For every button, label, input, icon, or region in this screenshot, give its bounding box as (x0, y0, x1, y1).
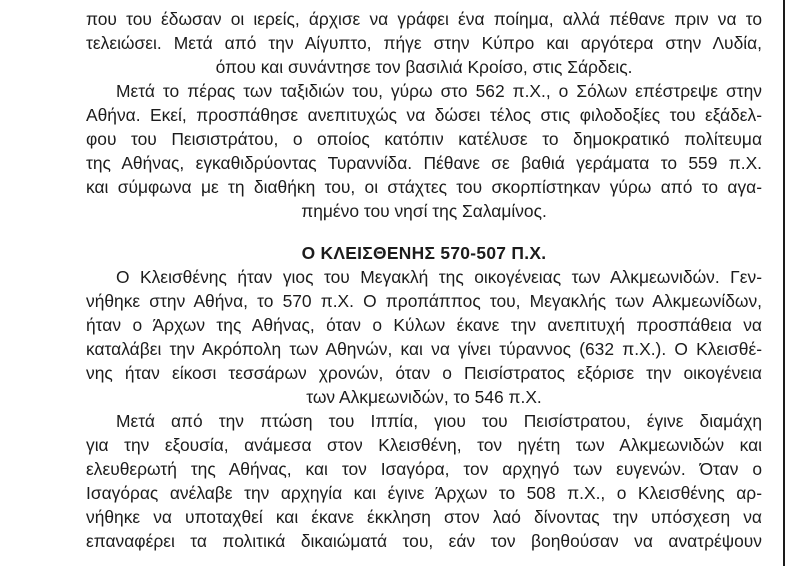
text-line: φου του Πεισιστράτου, ο οποίος κατόπιν κατέλυσε το δημοκρατικό πολίτευμα (86, 129, 762, 149)
text-line: νης ήταν είκοσι τεσσάρων χρονών, όταν ο Πεισίστρατος εξόρισε την οικογένεια (86, 363, 762, 383)
text-line: νήθηκε να υποταχθεί και έκανε έκκληση στον λαό δίνοντας την υπόσχεση να (86, 507, 762, 527)
paragraph-3 (86, 265, 762, 409)
paragraph-1 (86, 7, 762, 79)
page-edge-rule (783, 0, 785, 566)
text-line: Μετά από την πτώση του Ιππία, γιου του Πεισίστρατου, έγινε διαμάχη (116, 411, 762, 431)
text-line: Αθήνα. Εκεί, προσπάθησε ανεπιτυχώς να δώσει τέλος στις φιλοδοξίες του εξάδελ- (86, 105, 762, 125)
text-line: πημένο του νησί της Σαλαμίνος. (301, 201, 547, 221)
text-line: Ισαγόρας ανέλαβε την αρχηγία και έγινε Άρχων το 508 π.Χ., ο Κλεισθένης αρ- (86, 483, 762, 503)
text-line: καταλάβει την Ακρόπολη των Αθηνών, και να γίνει τύραννος (632 π.Χ.). Ο Κλεισθέ- (86, 339, 762, 359)
text-line: που του έδωσαν οι ιερείς, άρχισε να γράφει ένα ποίημα, αλλά πέθανε πριν να το (86, 9, 762, 29)
text-line: για την εξουσία, ανάμεσα στον Κλεισθένη, τον ηγέτη των Αλκμεωνιδών και (86, 435, 762, 455)
text-line: της Αθήνας, εγκαθιδρύοντας Τυραννίδα. Πέθανε σε βαθιά γεράματα το 559 π.Χ. (86, 153, 762, 173)
text-line: και σύμφωνα με τη διαθήκη του, οι στάχτες του σκορπίστηκαν γύρω από το αγα- (86, 177, 762, 197)
text-line: νήθηκε στην Αθήνα, το 570 π.Χ. Ο προπάππος του, Μεγακλής των Αλκμεωνίδων, (86, 291, 762, 311)
text-line: ήταν ο Άρχων της Αθήνας, όταν ο Κύλων έκανε την ανεπιτυχή προσπάθεια να (86, 315, 762, 335)
text-line: όπου και συνάντησε τον βασιλιά Κροίσο, στις Σάρδεις. (215, 57, 633, 77)
text-line: επαναφέρει τα πολιτικά δικαιώματά του, εάν τον βοηθούσαν να ανατρέψουν (86, 531, 762, 551)
text-line: Μετά το πέρας των ταξιδιών του, γύρω στο 562 π.Χ., ο Σόλων επέστρεψε στην (116, 81, 762, 101)
body-text (86, 7, 762, 553)
paragraph-4 (86, 409, 762, 553)
paragraph-2 (86, 79, 762, 223)
text-line: τελειώσει. Μετά από την Αίγυπτο, πήγε στην Κύπρο και αργότερα στην Λυδία, (86, 33, 762, 53)
text-line: ελευθερωτή της Αθήνας, και τον Ισαγόρα, τον αρχηγό των ευγενών. Όταν ο (86, 459, 762, 479)
section-heading: Ο ΚΛΕΙΣΘΕΝΗΣ 570-507 Π.Χ. (301, 243, 547, 263)
text-line: Ο Κλεισθένης ήταν γιος του Μεγακλή της οικογένειας των Αλκμεωνιδών. Γεν- (116, 267, 762, 287)
text-line: των Αλκμεωνιδών, το 546 π.Χ. (306, 387, 542, 407)
